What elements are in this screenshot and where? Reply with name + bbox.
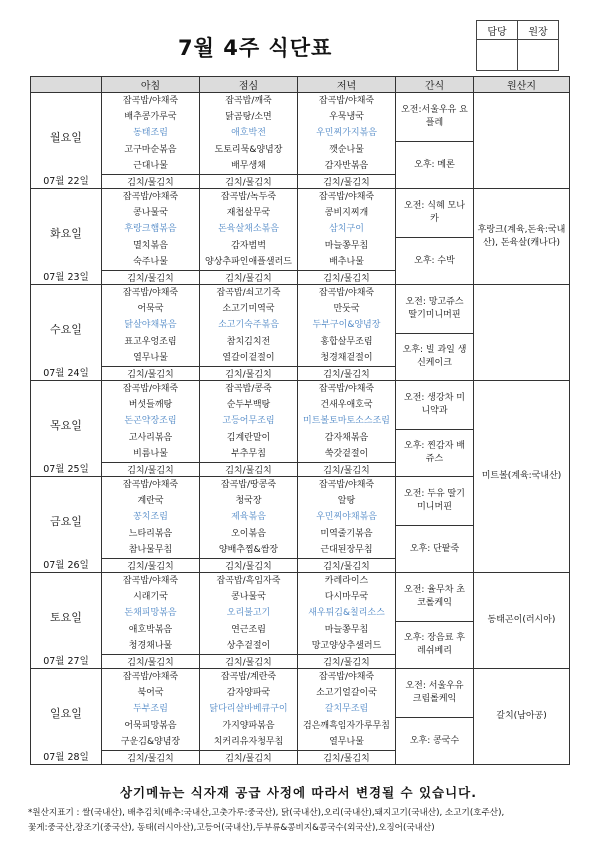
snack-am: 오전:서울우유 요플레 bbox=[396, 93, 473, 142]
day-row bbox=[31, 93, 570, 175]
snack-cell bbox=[396, 93, 474, 189]
kimchi-cell: 김치/물김치 bbox=[298, 751, 396, 765]
day-date: 07월 27일 bbox=[43, 656, 89, 667]
menu-item: 꽁치조림 bbox=[133, 512, 168, 523]
kimchi-cell: 김치/물김치 bbox=[298, 559, 396, 573]
menu-item: 애호박볶음 bbox=[128, 624, 173, 635]
day-date: 07월 23일 bbox=[43, 272, 89, 283]
breakfast-menu-cell bbox=[102, 669, 200, 751]
day-date: 07월 22일 bbox=[43, 176, 89, 187]
menu-item: 배무생채 bbox=[231, 160, 266, 171]
day-date: 07월 28일 bbox=[43, 752, 89, 763]
menu-item: 고등어무조림 bbox=[222, 416, 275, 427]
menu-item: 잡곡밥/야채죽 bbox=[122, 96, 179, 107]
menu-item: 갈치무조림 bbox=[324, 704, 369, 715]
menu-item: 멸치볶음 bbox=[133, 240, 168, 251]
menu-item: 두부조림 bbox=[133, 704, 168, 715]
header-lunch: 점심 bbox=[200, 77, 298, 93]
menu-item: 청경채나물 bbox=[128, 640, 173, 651]
menu-item: 미역줄기볶음 bbox=[320, 528, 373, 539]
kimchi-cell: 김치/물김치 bbox=[102, 271, 200, 285]
menu-item: 버섯들깨탕 bbox=[128, 400, 173, 411]
header-dinner: 저녁 bbox=[298, 77, 396, 93]
snack-pm: 오후: 메론 bbox=[414, 159, 455, 170]
menu-item: 돈곤약장조림 bbox=[124, 416, 177, 427]
menu-item: 어묵피망볶음 bbox=[124, 720, 177, 731]
lunch-menu-cell bbox=[200, 477, 298, 559]
menu-item: 홍합살무조림 bbox=[320, 336, 373, 347]
menu-item: 참치김치전 bbox=[226, 336, 271, 347]
day-row bbox=[31, 189, 570, 271]
menu-item: 도토리묵&양념장 bbox=[214, 144, 283, 155]
day-cell bbox=[31, 285, 102, 381]
menu-body bbox=[31, 93, 570, 765]
menu-item: 소고기얼갈이국 bbox=[316, 688, 377, 699]
snack-pm: 오후: 장음료 후레쉬베리 bbox=[404, 633, 465, 656]
menu-item: 순두부백탕 bbox=[226, 400, 271, 411]
menu-item: 두부구이&양념장 bbox=[312, 320, 381, 331]
menu-item: 양배추찜&쌈장 bbox=[218, 544, 279, 555]
snack-cell bbox=[396, 477, 474, 573]
origin-cell: 미트볼(계육:국내산) bbox=[474, 381, 570, 573]
kimchi-cell: 김치/물김치 bbox=[200, 751, 298, 765]
snack-am: 오전: 식혜 모나카 bbox=[396, 189, 473, 238]
menu-item: 표고우엉조림 bbox=[124, 336, 177, 347]
menu-item: 열무나물 bbox=[133, 352, 168, 363]
menu-item: 잡곡밥/야채죽 bbox=[122, 672, 179, 683]
menu-item: 닭곰탕/소면 bbox=[225, 112, 272, 123]
breakfast-menu-cell bbox=[102, 573, 200, 655]
menu-item: 동태조림 bbox=[133, 128, 168, 139]
menu-item: 잡곡밥/녹두죽 bbox=[220, 192, 277, 203]
menu-item: 부추무침 bbox=[231, 448, 266, 459]
menu-item: 감자채볶음 bbox=[324, 432, 369, 443]
menu-item: 잡곡밥/땅콩죽 bbox=[220, 480, 277, 491]
menu-item: 잡곡밥/흑임자죽 bbox=[216, 576, 281, 587]
menu-item: 만둣국 bbox=[333, 304, 360, 315]
menu-item: 잡곡밥/야채죽 bbox=[122, 384, 179, 395]
dinner-menu-cell bbox=[298, 381, 396, 463]
kimchi-cell: 김치/물김치 bbox=[200, 463, 298, 477]
origin-footnote-line: *원산지표기 : 쌀(국내산), 배추김치(배추:국내산,고춧가루:중국산), 닭(국내산),오리(국내산),돼지고기(국내산), 소고기(호주산), bbox=[28, 808, 505, 818]
menu-item: 재첩살무국 bbox=[226, 208, 271, 219]
origin-cell: 갈치(남아공) bbox=[474, 669, 570, 765]
lunch-menu-cell bbox=[200, 189, 298, 271]
menu-item: 참나물무침 bbox=[128, 544, 173, 555]
kimchi-cell: 김치/물김치 bbox=[102, 175, 200, 189]
kimchi-cell: 김치/물김치 bbox=[102, 367, 200, 381]
kimchi-cell: 김치/물김치 bbox=[298, 655, 396, 669]
day-row bbox=[31, 669, 570, 751]
origin-cell bbox=[474, 93, 570, 189]
menu-item: 가지양파볶음 bbox=[222, 720, 275, 731]
day-name: 목요일 bbox=[50, 418, 82, 432]
page-title: 7월 4주 식단표 bbox=[178, 36, 333, 60]
menu-item: 깻순나물 bbox=[329, 144, 364, 155]
menu-item: 마늘쫑무침 bbox=[324, 240, 369, 251]
menu-table bbox=[30, 76, 570, 765]
origin-footnote bbox=[28, 806, 573, 836]
snack-pm: 오후: 수박 bbox=[414, 255, 455, 266]
approval-label-manager: 담당 bbox=[477, 21, 518, 40]
approval-sign-director bbox=[518, 40, 559, 71]
menu-item: 미트볼토마토소스조림 bbox=[303, 416, 390, 427]
menu-item: 오이볶음 bbox=[231, 528, 266, 539]
dinner-menu-cell bbox=[298, 477, 396, 559]
menu-item: 잡곡밥/계란죽 bbox=[220, 672, 277, 683]
lunch-menu-cell bbox=[200, 381, 298, 463]
menu-item: 근대된장무침 bbox=[320, 544, 373, 555]
dinner-menu-cell bbox=[298, 189, 396, 271]
menu-item: 콩비지찌개 bbox=[324, 208, 369, 219]
day-cell bbox=[31, 189, 102, 285]
menu-item: 양상추파인애플샐러드 bbox=[205, 256, 292, 267]
menu-item: 잡곡밥/야채죽 bbox=[318, 288, 375, 299]
dinner-menu-cell bbox=[298, 285, 396, 367]
kimchi-cell: 김치/물김치 bbox=[102, 559, 200, 573]
menu-item: 콩나물국 bbox=[133, 208, 168, 219]
snack-am: 오전: 율무차 초코롤케익 bbox=[396, 573, 473, 622]
menu-item: 알탕 bbox=[337, 496, 356, 507]
lunch-menu-cell bbox=[200, 285, 298, 367]
menu-item: 감자양파국 bbox=[226, 688, 271, 699]
snack-pm: 오후: 콩국수 bbox=[409, 735, 460, 746]
day-cell bbox=[31, 381, 102, 477]
kimchi-cell: 김치/물김치 bbox=[200, 367, 298, 381]
menu-item: 감자반볶음 bbox=[324, 160, 369, 171]
day-cell bbox=[31, 93, 102, 189]
menu-item: 우묵냉국 bbox=[329, 112, 364, 123]
menu-item: 우민찌야채볶음 bbox=[316, 512, 377, 523]
menu-item: 돈육살채소볶음 bbox=[218, 224, 279, 235]
day-date: 07월 24일 bbox=[43, 368, 89, 379]
kimchi-cell: 김치/물김치 bbox=[200, 271, 298, 285]
menu-item: 애호박전 bbox=[231, 128, 266, 139]
menu-item: 우민찌가지볶음 bbox=[316, 128, 377, 139]
kimchi-cell: 김치/물김치 bbox=[200, 655, 298, 669]
menu-item: 제육볶음 bbox=[231, 512, 266, 523]
snack-pm: 오후: 빌 과일 생신케이크 bbox=[402, 345, 467, 368]
menu-item: 오리불고기 bbox=[226, 608, 271, 619]
menu-item: 카레라이스 bbox=[324, 576, 369, 587]
menu-item: 숙주나물 bbox=[133, 256, 168, 267]
menu-item: 상추겉절이 bbox=[226, 640, 271, 651]
header-origin: 원산지 bbox=[474, 77, 570, 93]
menu-item: 열갈이겉절이 bbox=[222, 352, 275, 363]
snack-cell bbox=[396, 669, 474, 765]
dinner-menu-cell bbox=[298, 669, 396, 751]
breakfast-menu-cell bbox=[102, 93, 200, 175]
snack-cell bbox=[396, 573, 474, 669]
breakfast-menu-cell bbox=[102, 381, 200, 463]
header-breakfast: 아침 bbox=[102, 77, 200, 93]
day-row bbox=[31, 285, 570, 367]
menu-item: 닭살야채볶음 bbox=[124, 320, 177, 331]
menu-item: 비름나물 bbox=[133, 448, 168, 459]
kimchi-cell: 김치/물김치 bbox=[298, 463, 396, 477]
menu-item: 잡곡밥/콩죽 bbox=[225, 384, 272, 395]
menu-item: 북어국 bbox=[137, 688, 164, 699]
approval-box bbox=[476, 20, 559, 71]
menu-item: 잡곡밥/깨죽 bbox=[225, 96, 272, 107]
change-notice: 상기메뉴는 식자재 공급 사정에 따라서 변경될 수 있습니다. bbox=[119, 785, 477, 800]
menu-item: 고구마순볶음 bbox=[124, 144, 177, 155]
lunch-menu-cell bbox=[200, 669, 298, 751]
menu-item: 닭다리살바베큐구이 bbox=[209, 704, 288, 715]
snack-am: 오전: 망고쥬스 딸기미니머핀 bbox=[396, 285, 473, 334]
menu-item: 시래기국 bbox=[133, 592, 168, 603]
breakfast-menu-cell bbox=[102, 189, 200, 271]
day-name: 토요일 bbox=[50, 610, 82, 624]
menu-item: 청경채겉절이 bbox=[320, 352, 373, 363]
menu-item: 쑥갓겉절이 bbox=[324, 448, 369, 459]
menu-item: 건새우애호국 bbox=[320, 400, 373, 411]
menu-item: 돈채피망볶음 bbox=[124, 608, 177, 619]
origin-cell bbox=[474, 285, 570, 381]
snack-pm: 오후: 단팥죽 bbox=[409, 543, 460, 554]
snack-am: 오전: 서울우유 크림롤케익 bbox=[396, 669, 473, 718]
day-name: 월요일 bbox=[50, 130, 82, 144]
day-name: 수요일 bbox=[50, 322, 82, 336]
menu-item: 잡곡밥/야채죽 bbox=[122, 192, 179, 203]
menu-item: 잡곡밥/야채죽 bbox=[318, 96, 375, 107]
dinner-menu-cell bbox=[298, 573, 396, 655]
menu-item: 느타리볶음 bbox=[128, 528, 173, 539]
menu-item: 잡곡밥/야채죽 bbox=[318, 384, 375, 395]
day-cell bbox=[31, 477, 102, 573]
menu-item: 잡곡밥/야채죽 bbox=[122, 288, 179, 299]
breakfast-menu-cell bbox=[102, 285, 200, 367]
menu-item: 잡곡밥/야채죽 bbox=[318, 672, 375, 683]
menu-item: 후랑크햄볶음 bbox=[124, 224, 177, 235]
menu-item: 근대나물 bbox=[133, 160, 168, 171]
origin-cell: 후랑크(계육,돈육:국내산), 돈육살(캐나다) bbox=[474, 189, 570, 285]
kimchi-cell: 김치/물김치 bbox=[298, 271, 396, 285]
menu-item: 감자범벅 bbox=[231, 240, 266, 251]
kimchi-cell: 김치/물김치 bbox=[298, 175, 396, 189]
origin-cell: 동태곤이(러시아) bbox=[474, 573, 570, 669]
kimchi-cell: 김치/물김치 bbox=[298, 367, 396, 381]
menu-item: 청국장 bbox=[235, 496, 262, 507]
day-row bbox=[31, 381, 570, 463]
menu-item: 잡곡밥/쇠고기죽 bbox=[216, 288, 281, 299]
header-day bbox=[31, 77, 102, 93]
dinner-menu-cell bbox=[298, 93, 396, 175]
menu-item: 망고양상추샐러드 bbox=[311, 640, 382, 651]
day-cell bbox=[31, 573, 102, 669]
menu-item: 김계란말이 bbox=[226, 432, 271, 443]
snack-pm: 오후: 찐감자 배쥬스 bbox=[404, 441, 465, 464]
kimchi-cell: 김치/물김치 bbox=[200, 175, 298, 189]
menu-item: 삼치구이 bbox=[329, 224, 364, 235]
snack-cell bbox=[396, 285, 474, 381]
menu-item: 계란국 bbox=[137, 496, 164, 507]
menu-item: 잡곡밥/야채죽 bbox=[318, 480, 375, 491]
day-name: 화요일 bbox=[50, 226, 82, 240]
lunch-menu-cell bbox=[200, 93, 298, 175]
menu-item: 연근조림 bbox=[231, 624, 266, 635]
menu-item: 마늘쫑무침 bbox=[324, 624, 369, 635]
origin-footnote-line: 꽃게:중국산,장조기(중국산), 동태(러시아산),고등어(국내산),두부류&콩비지&콩국수(외국산),오징어(국내산) bbox=[28, 823, 435, 833]
menu-item: 치커리유자청무침 bbox=[213, 736, 284, 747]
menu-item: 어묵국 bbox=[137, 304, 164, 315]
kimchi-cell: 김치/물김치 bbox=[102, 751, 200, 765]
header-snack: 간식 bbox=[396, 77, 474, 93]
menu-item: 검은깨흑임자가루무침 bbox=[303, 720, 390, 731]
snack-cell bbox=[396, 381, 474, 477]
menu-item: 새우튀김&칠리소스 bbox=[308, 608, 385, 619]
kimchi-cell: 김치/물김치 bbox=[102, 463, 200, 477]
menu-item: 소고기미역국 bbox=[222, 304, 275, 315]
menu-item: 콩나물국 bbox=[231, 592, 266, 603]
approval-sign-manager bbox=[477, 40, 518, 71]
menu-item: 다시마무국 bbox=[324, 592, 369, 603]
kimchi-cell: 김치/물김치 bbox=[102, 655, 200, 669]
snack-am: 오전: 생강차 미니약과 bbox=[396, 381, 473, 430]
day-name: 금요일 bbox=[50, 514, 82, 528]
day-date: 07월 26일 bbox=[43, 560, 89, 571]
menu-item: 잡곡밥/야채죽 bbox=[122, 576, 179, 587]
menu-item: 배추콩가루국 bbox=[124, 112, 177, 123]
day-row bbox=[31, 573, 570, 655]
menu-item: 열무나물 bbox=[329, 736, 364, 747]
menu-item: 고사리볶음 bbox=[128, 432, 173, 443]
approval-label-director: 원장 bbox=[518, 21, 559, 40]
snack-am: 오전: 두유 딸기미니머핀 bbox=[396, 477, 473, 526]
day-name: 일요일 bbox=[50, 706, 82, 720]
day-date: 07월 25일 bbox=[43, 464, 89, 475]
menu-item: 잡곡밥/야채죽 bbox=[122, 480, 179, 491]
menu-item: 소고기숙주볶음 bbox=[218, 320, 279, 331]
lunch-menu-cell bbox=[200, 573, 298, 655]
kimchi-cell: 김치/물김치 bbox=[200, 559, 298, 573]
menu-item: 배추나물 bbox=[329, 256, 364, 267]
day-cell bbox=[31, 669, 102, 765]
menu-item: 잡곡밥/야채죽 bbox=[318, 192, 375, 203]
snack-cell bbox=[396, 189, 474, 285]
breakfast-menu-cell bbox=[102, 477, 200, 559]
menu-item: 구운김&양념장 bbox=[120, 736, 181, 747]
